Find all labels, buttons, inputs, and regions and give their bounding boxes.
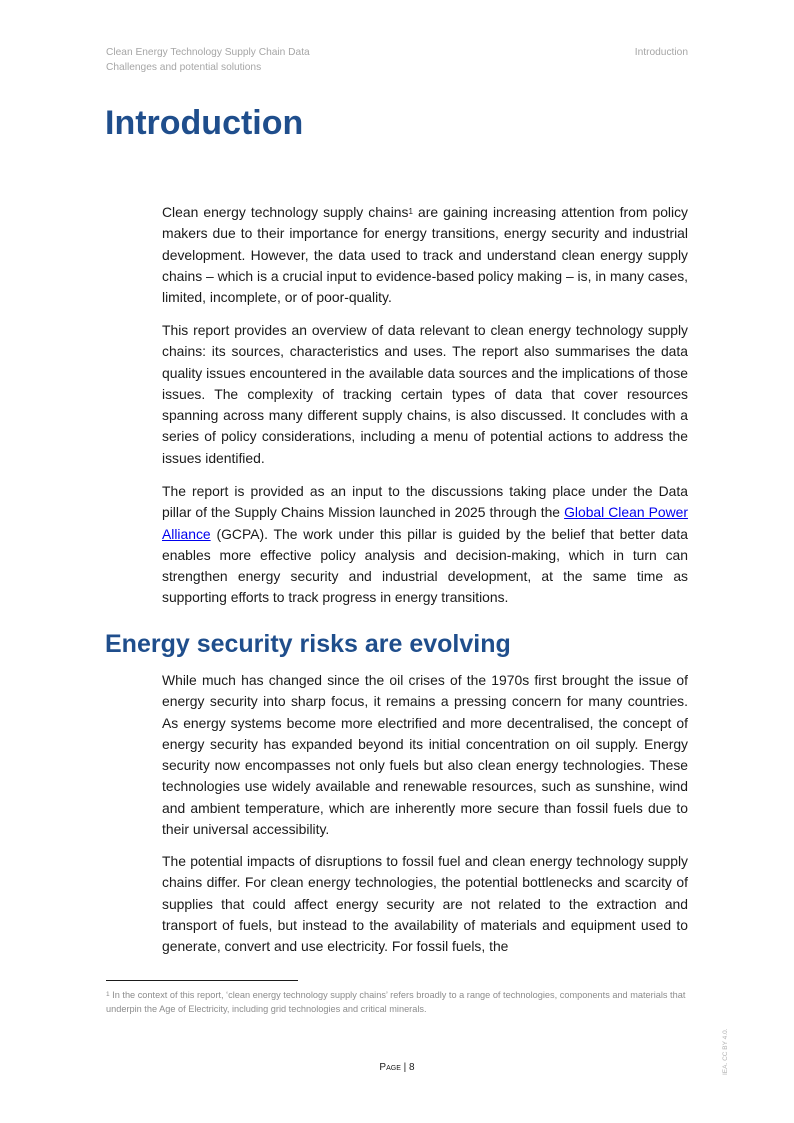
running-header (106, 45, 688, 75)
intro-paragraph-1 (162, 202, 688, 308)
section-paragraph-1 (162, 670, 688, 840)
page-title: Introduction (105, 104, 304, 142)
running-header-section: Introduction (634, 47, 688, 58)
paragraph-text (162, 481, 688, 609)
running-header-left (106, 45, 310, 75)
gcpa-link[interactable]: Global Clean Power Alliance (162, 504, 688, 542)
page-number: 8 (409, 1062, 415, 1073)
footnote-text: In the context of this report, ‘clean energy technology supply chains’ refers broadly to a range of technologies, components and materials that underpin the Age of Electricity, including grid technologies and critical minerals. (106, 990, 686, 1014)
text-run: The report is provided as an input to the discussions taking place under the Data pillar of the Supply Chains Mission launched in 2025 through the (162, 483, 688, 521)
doc-subtitle: Challenges and potential solutions (106, 62, 262, 73)
paragraph-text (162, 202, 688, 308)
section-heading: Energy security risks are evolving (105, 630, 511, 658)
page-label: Page (379, 1062, 401, 1073)
footnote-divider (106, 980, 298, 981)
footnote-marker[interactable]: 1 (408, 207, 413, 216)
page-footer (0, 1062, 794, 1073)
text-run: Clean energy technology supply chains (162, 204, 409, 220)
paragraph-text: This report provides an overview of data relevant to clean energy technology supply chains: its sources, characteristics and uses. The report also summarises the data quality issues encountered in the available data sources and the implications of those issues. The complexity of tracking certain types of data that cover resources spanning across many different supply chains, is also discussed. It concludes with a series of policy considerations, including a menu of potential actions to address the issues identified. (162, 322, 688, 466)
section-paragraph-2 (162, 851, 688, 957)
paragraph-text: While much has changed since the oil crises of the 1970s first brought the issue of energy security into sharp focus, it remains a pressing concern for many countries. As energy systems become more electrified and more decentralised, the concept of energy security has expanded beyond its initial concentration on oil supply. Energy security now encompasses not only fuels but also clean energy technologies. These technologies use widely available and renewable resources, such as sunshine, wind and ambient temperature, which are inherently more secure than fossil fuels due to their universal accessibility. (162, 672, 688, 838)
intro-paragraph-2 (162, 320, 688, 469)
intro-paragraph-3 (162, 481, 688, 609)
license-note: IEA. CC BY 4.0. (722, 1028, 729, 1075)
footnote (106, 989, 688, 1016)
paragraph-text: The potential impacts of disruptions to fossil fuel and clean energy technology supply chains differ. For clean energy technologies, the potential bottlenecks and scarcity of supplies that could affect energy security are not related to the extraction and transport of fuels, but instead to the availability of materials and equipment used to generate, convert and use electricity. For fossil fuels, the (162, 853, 688, 955)
doc-title: Clean Energy Technology Supply Chain Data (106, 47, 310, 58)
footnote-number: 1 (106, 991, 110, 998)
text-run: are gaining increasing attention from policy makers due to their importance for energy transitions, energy security and industrial development. However, the data used to track and understand clean energy supply chains – which is a crucial input to evidence-based policy making – is, in many cases, limited, incomplete, or of poor-quality. (162, 204, 688, 306)
text-run: (GCPA). The work under this pillar is guided by the belief that better data enables more effective policy analysis and decision-making, which in turn can strengthen energy security and industrial development, at the same time as supporting efforts to track progress in energy transitions. (162, 525, 688, 606)
page-separator: | (400, 1062, 410, 1073)
